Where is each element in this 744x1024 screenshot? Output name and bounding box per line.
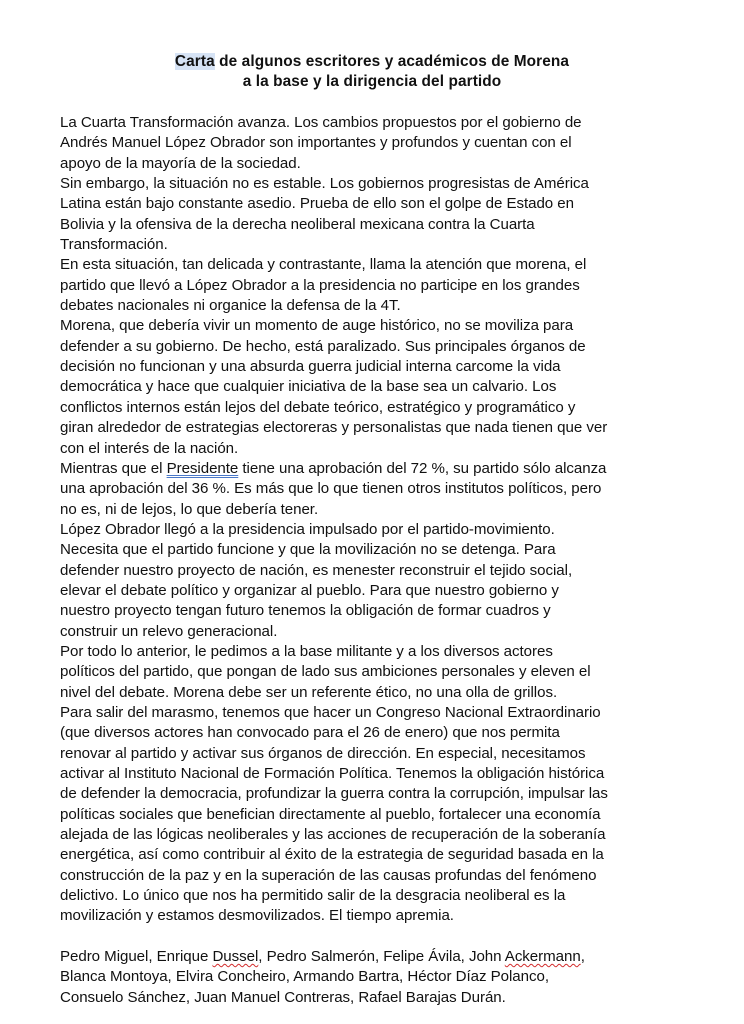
body-line: movilización y estamos desmovilizados. El tiempo apremia. [60,907,454,925]
body-line: López Obrador llegó a la presidencia impulsado por el partido-movimiento. [60,520,555,538]
body-line: Para salir del marasmo, tenemos que hacer un Congreso Nacional Extraordinario [60,703,601,721]
body-line: activar al Instituto Nacional de Formación Política. Tenemos la obligación histórica [60,765,605,782]
title-line-1 [0,52,744,72]
signature-line [60,947,740,967]
title-line-1-rest: de algunos escritores y académicos de Morena [214,53,570,70]
body-line: políticas sociales que benefician directamente al pueblo, fortalecer una economía [60,805,601,823]
document-title [0,52,744,92]
signature-line: Blanca Montoya, Elvira Concheiro, Armando Bartra, Héctor Díaz Polanco, [60,968,549,986]
body-line: nivel del debate. Morena debe ser un referente ético, no una olla de grillos. [60,683,558,701]
selected-text[interactable]: Carta [174,53,215,70]
body-line: En esta situación, tan delicada y contrastante, llama la atención que morena, el [60,256,587,274]
body-line: defender nuestro proyecto de nación, es menester reconstruir el tejido social, [60,561,573,579]
body-line: de defender la democracia, profundizar la guerra contra la corrupción, impulsar las [60,785,608,803]
body-line: Bolivia y la ofensiva de la derecha neoliberal mexicana contra la Cuarta [60,215,535,233]
body-line-president [60,459,740,479]
signature-line: Consuelo Sánchez, Juan Manuel Contreras, Rafael Barajas Durán. [60,988,506,1006]
blank-line [60,927,740,947]
body-line: elevar el debate político y organizar al pueblo. Para que nuestro gobierno y [60,581,559,599]
body-line: con el interés de la nación. [60,439,239,457]
body-line: apoyo de la mayoría de la sociedad. [60,154,301,172]
title-line-2: a la base y la dirigencia del partido [242,73,502,90]
body-line: Por todo lo anterior, le pedimos a la base militante y a los diversos actores [60,642,553,660]
text-run: tiene una aprobación del 72 %, su partido sólo alcanza [238,459,607,477]
text-run: , [580,948,585,966]
body-line: Necesita que el partido funcione y que la movilización no se detenga. Para [60,541,556,559]
text-run: Pedro Miguel, Enrique [60,948,213,966]
body-line: giran alrededor de estrategias electoreras y personalistas que nada tienen que ver [60,419,608,437]
body-line: Transformación. [60,236,168,254]
body-line: una aprobación del 36 %. Es más que lo que tienen otros institutos políticos, pero [60,480,602,498]
signatures [60,947,740,1008]
document-body [60,113,740,1008]
body-line: construir un relevo generacional. [60,622,278,640]
body-line: renovar al partido y activar sus órganos de dirección. En especial, necesitamos [60,744,586,762]
text-run: Mientras que el [60,459,167,477]
body-line: conflictos internos están lejos del debate teórico, estratégico y programático y [60,398,576,416]
body-line: (que diversos actores han convocado para el 26 de enero) que nos permita [60,724,560,742]
body-line: alejada de las lógicas neoliberales y las acciones de recuperación de la soberanía [60,826,606,844]
body-line: Morena, que debería vivir un momento de auge histórico, no se moviliza para [60,317,574,335]
body-line: Latina están bajo constante asedio. Prueba de ello son el golpe de Estado en [60,195,574,213]
body-line: democrática y hace que cualquier iniciativa de la base sea un calvario. Los [60,378,557,396]
body-line: Sin embargo, la situación no es estable. Los gobiernos progresistas de América [60,175,589,193]
spelling-flagged-word[interactable]: Dussel [212,948,259,966]
body-line: políticos del partido, que pongan de lado sus ambiciones personales y eleven el [60,663,591,681]
body-line: construcción de la paz y en la superación de las causas profundas del fenómeno [60,866,597,884]
text-run: , Pedro Salmerón, Felipe Ávila, John [258,948,505,966]
body-line: delictivo. Lo único que nos ha permitido salir de la desgracia neoliberal es la [60,887,566,905]
body-line: decisión no funcionan y una absurda guerra judicial interna carcome la vida [60,358,561,376]
body-line: defender a su gobierno. De hecho, está paralizado. Sus principales órganos de [60,337,586,355]
grammar-flagged-word[interactable]: Presidente [166,459,239,477]
body-line: no es, ni de lejos, lo que debería tener. [60,500,319,518]
body-line: partido que llevó a López Obrador a la presidencia no participe en los grandes [60,276,580,294]
body-line: Andrés Manuel López Obrador son importantes y profundos y cuentan con el [60,134,572,152]
body-line: La Cuarta Transformación avanza. Los cambios propuestos por el gobierno de [60,114,582,131]
body-line: nuestro proyecto tengan futuro tenemos la obligación de formar cuadros y [60,602,551,620]
body-line: energética, así como contribuir al éxito de la estrategia de seguridad basada en la [60,846,604,864]
spelling-flagged-word[interactable]: Ackermann [504,948,581,966]
body-line: debates nacionales ni organice la defensa de la 4T. [60,297,401,315]
